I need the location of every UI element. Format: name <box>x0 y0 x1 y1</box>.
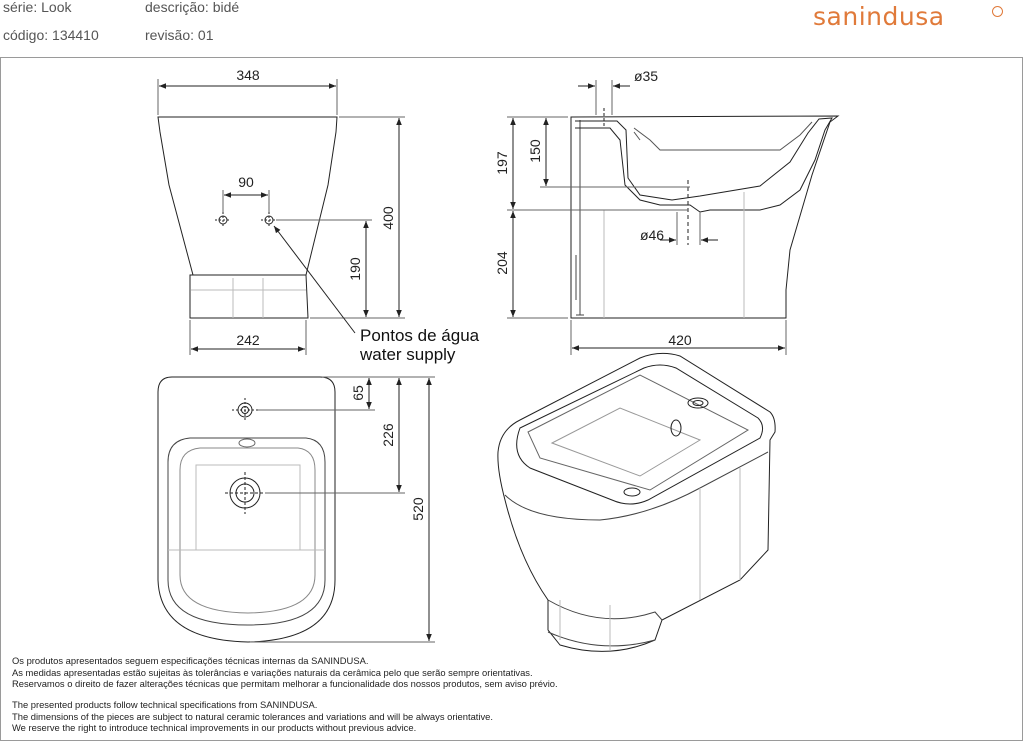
description-label: descrição: bidé <box>145 0 240 15</box>
revision-label: revisão: 01 <box>145 27 214 43</box>
notes-pt <box>12 655 558 690</box>
dim-floor-to-outlet: 204 <box>494 251 510 275</box>
callout-line-pt: Pontos de água <box>360 326 480 345</box>
top-view <box>158 377 435 642</box>
isometric-view <box>498 353 775 651</box>
brand-logo: sanindusa <box>813 2 945 31</box>
dim-rim-to-outlet: 197 <box>494 151 510 175</box>
dim-rim-to-waste: 150 <box>527 139 543 163</box>
note-en-1: The presented products follow technical specifications from SANINDUSA. <box>12 699 318 710</box>
callout-line-en: water supply <box>360 345 456 364</box>
code-label: código: 134410 <box>3 27 99 43</box>
side-section-view <box>507 80 838 355</box>
dim-waste-diameter: ø35 <box>633 68 659 84</box>
dim-depth: 420 <box>668 332 692 348</box>
front-view <box>158 79 405 355</box>
note-en-3: We reserve the right to introduce technical improvements in our products without previous advice. <box>12 722 417 733</box>
dim-supply-height: 190 <box>347 257 363 281</box>
dim-holes-spacing: 90 <box>238 174 254 190</box>
dim-total-length: 520 <box>410 497 426 521</box>
note-pt-1: Os produtos apresentados seguem especificações técnicas internas da SANINDUSA. <box>12 655 369 666</box>
dim-height-total: 400 <box>380 206 396 230</box>
dim-tap-from-back: 65 <box>350 385 366 401</box>
dim-outlet-diameter: ø46 <box>639 227 665 243</box>
dim-drain-from-back: 226 <box>380 423 396 447</box>
dim-top-width: 348 <box>236 67 260 83</box>
series-label: série: Look <box>3 0 72 15</box>
note-en-2: The dimensions of the pieces are subject to natural ceramic tolerances and variations and will be always orientative. <box>12 710 493 722</box>
note-pt-3: Reservamos o direito de fazer alterações técnicas que permitam melhorar a funcionalidade dos nossos produtos, sem aviso prévio. <box>12 678 558 689</box>
notes-en <box>12 699 493 734</box>
dim-base-width: 242 <box>236 332 260 348</box>
note-pt-2: As medidas apresentadas estão sujeitas às tolerâncias e variações naturais da cerâmica pelo que serão sempre orientativas. <box>12 666 533 678</box>
